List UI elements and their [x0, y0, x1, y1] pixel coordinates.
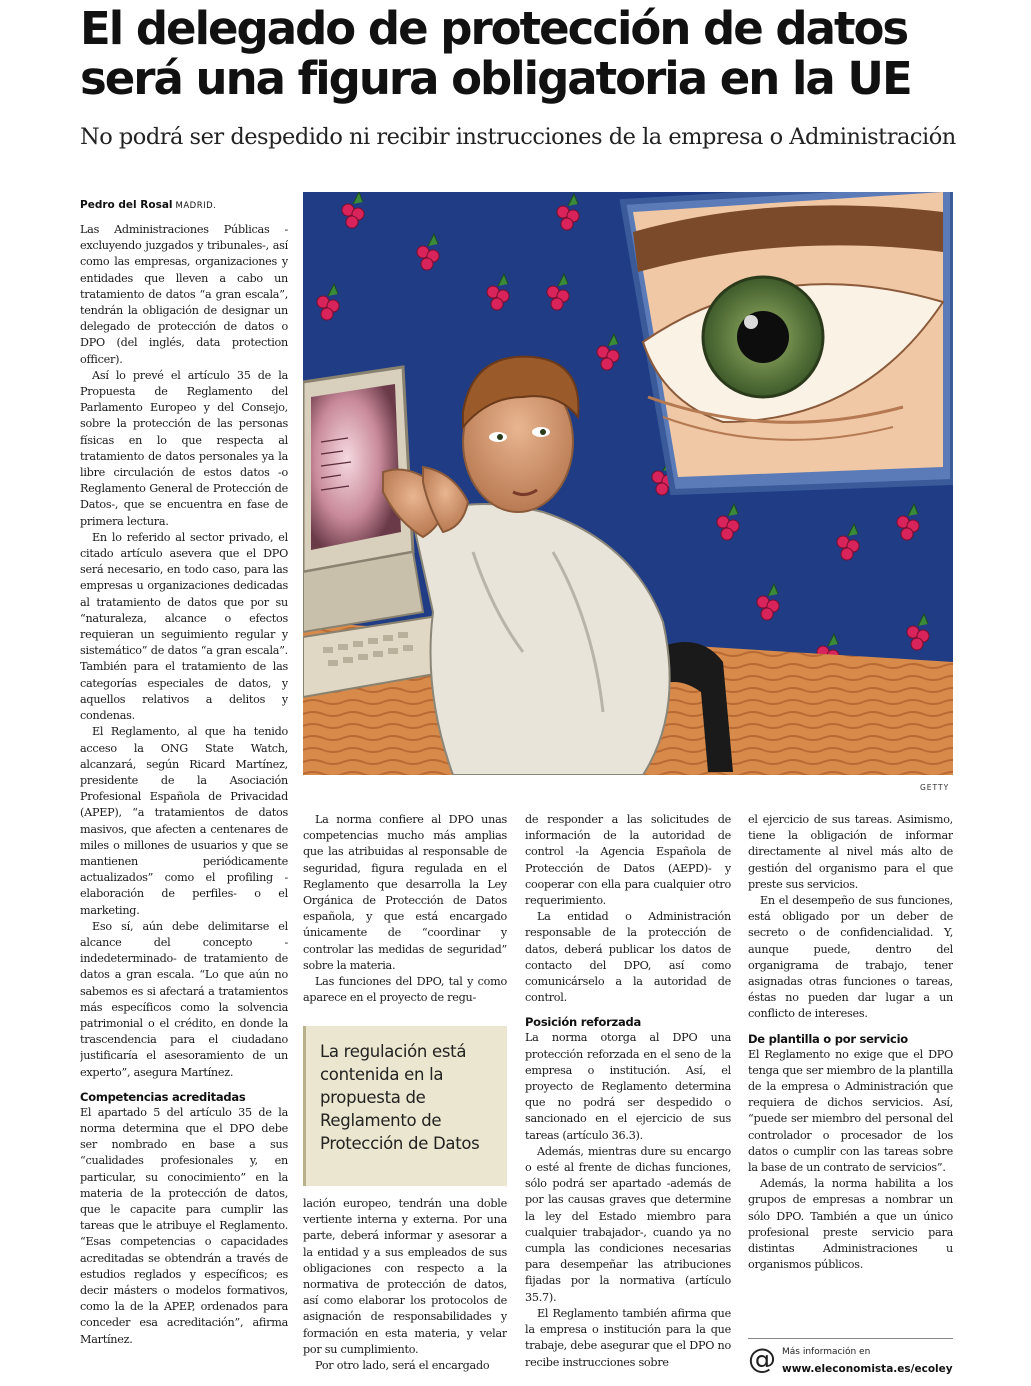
- paragraph: lación europeo, tendrán una doble vertiente interna y externa. Por una parte, deberá informar y asesorar a la entidad y a sus empleados de sus obligaciones con respecto a la normativa de protección de datos, así como elaborar los protocolos de asignación de responsabilidades y formación en esta materia, y velar por su cumplimiento.: [303, 1197, 507, 1356]
- byline-city: MADRID.: [175, 201, 217, 211]
- subtitle: No podrá ser despedido ni recibir instrucciones de la empresa o Administración: [80, 124, 956, 150]
- article-column-2-continued: [303, 1196, 507, 1382]
- paragraph: En el desempeño de sus funciones, está obligado por un deber de secreto o de confidencialidad. Y, aunque puede, dentro del organigrama de trabajo, tener asignadas otras funciones o tareas, éstas no pueden dar lugar a un conflicto de intereses.: [748, 894, 953, 1021]
- section-heading: De plantilla o por servicio: [748, 1031, 908, 1046]
- more-info-label: Más información en: [782, 1347, 871, 1357]
- paragraph: El Reglamento no exige que el DPO tenga que ser miembro de la plantilla de la empresa o Administración que requiera de dichos servicios. Así, “puede ser miembro del personal del controlador o procesador de los datos o cumplir con las tareas sobre la base de un contrato de servicios”.: [748, 1047, 953, 1175]
- more-info-box: [748, 1338, 953, 1385]
- paragraph: Las Administraciones Públicas -excluyendo juzgados y tribunales-, así como las empresas, organizaciones y entidades que lleven a cabo un tratamiento de datos “a gran escala”, tendrán la obligación de designar un delegado de protección de datos o DPO (del inglés, data protection officer).: [80, 223, 288, 366]
- paragraph: Así lo prevé el artículo 35 de la Propuesta de Reglamento del Parlamento Europeo y del Consejo, sobre la protección de las personas físicas en lo que respecta al tratamiento de datos personales ya la libre circulación de estos datos -o Reglamento General de Protección de Datos-, que se encuentra en fase de primera lectura.: [80, 368, 288, 528]
- article-column-3: [525, 812, 731, 1382]
- headline-line-1: El delegado de protección de datos: [80, 2, 908, 55]
- paragraph: Además, mientras dure su encargo o esté al frente de dichas funciones, sólo podrá ser apartado -además de por las causas graves que determine la ley del Estado miembro para cualquier trabajador-, cuando ya no cumpla las condiciones necesarias para desempeñar las atribuciones fijadas por la normativa (artículo 35.7).: [525, 1144, 731, 1304]
- article-column-2: [303, 812, 507, 1024]
- article-column-4: [748, 812, 953, 1328]
- article-column-1: [80, 222, 288, 1382]
- section-heading: Competencias acreditadas: [80, 1089, 246, 1104]
- headline: [80, 4, 980, 104]
- at-sign-icon: @: [748, 1342, 776, 1375]
- headline-line-2: será una figura obligatoria en la UE: [80, 52, 911, 105]
- paragraph: Eso sí, aún debe delimitarse el alcance del concepto -indedeterminado- de tratamiento de datos a gran escala. “Lo que aún no sabemos es si afectará a tratamientos más específicos como la solvencia patrimonial o el crédito, en donde la trascendencia para el ciudadano justificaría el asesoramiento de un experto”, asegura Martínez.: [80, 919, 288, 1079]
- paragraph: La entidad o Administración responsable de la protección de datos, deberá publicar los datos de contacto del DPO, así como comunicárselo a la autoridad de control.: [525, 910, 731, 1005]
- illustration-man-watched-by-eye: [303, 192, 953, 775]
- paragraph: de responder a las solicitudes de información de la autoridad de control -la Agencia Española de Protección de Datos (AEPD)- y cooperar con ella para cualquier otro requerimiento.: [525, 813, 731, 908]
- section-heading: Posición reforzada: [525, 1015, 641, 1030]
- photo-credit: GETTY: [920, 783, 950, 792]
- eye-window: [623, 192, 953, 492]
- more-info-link[interactable]: www.eleconomista.es/ecoley: [782, 1363, 953, 1375]
- paragraph: Además, la norma habilita a los grupos de empresas a nombrar un sólo DPO. También a que un único profesional preste servicio para distintas Administraciones u organismos públicos.: [748, 1177, 953, 1272]
- pull-quote: La regulación está contenida en la propuesta de Reglamento de Protección de Datos: [303, 1026, 507, 1186]
- byline: [80, 199, 216, 211]
- paragraph: En lo referido al sector privado, el citado artículo asevera que el DPO será necesario, en todo caso, para las empresas u organizaciones dedicadas al tratamiento de datos que por su “naturaleza, alcance o efectos requieran un seguimiento regular y sistemático” de datos “a gran escala”. También para el tratamiento de las categorías especiales de datos, y aquellos relativos a delitos y condenas.: [80, 530, 288, 723]
- byline-author: Pedro del Rosal: [80, 199, 173, 211]
- paragraph: El apartado 5 del artículo 35 de la norma determina que el DPO debe ser nombrado en base a sus “cualidades profesionales y, en particular, su conocimiento” en la materia de la protección de datos, que le capacite para cumplir las tareas que le atribuye el Reglamento. “Esas competencias o capacidades acreditadas se obtendrán a través de estudios reglados y específicos; es decir másters o modelos formativos, como la de la APEP, ordenados para conceder esa acreditación”, afirma Martínez.: [80, 1105, 288, 1346]
- paragraph: La norma otorga al DPO una protección reforzada en el seno de la empresa o institución. Así, el proyecto de Reglamento determina que no podrá ser despedido o sancionado en el ejercicio de sus tareas (artículo 36.3).: [525, 1031, 731, 1142]
- paragraph: El Reglamento también afirma que la empresa o institución para la que trabaje, debe asegurar que el DPO no recibe instrucciones sobre: [525, 1306, 731, 1369]
- paragraph: Las funciones del DPO, tal y como aparece en el proyecto de regu-: [303, 975, 507, 1005]
- paragraph: el ejercicio de sus tareas. Asimismo, tiene la obligación de informar directamente al nivel más alto de gestión del organismo para el que preste sus servicios.: [748, 813, 953, 891]
- article-illustration: [303, 192, 953, 775]
- paragraph: La norma confiere al DPO unas competencias mucho más amplias que las atribuidas al responsable de seguridad, figura regulada en el Reglamento que desarrolla la Ley Orgánica de Protección de Datos española, y que está encargado únicamente de “coordinar y controlar las medidas de seguridad” sobre la materia.: [303, 813, 507, 972]
- paragraph: El Reglamento, al que ha tenido acceso la ONG State Watch, alcanzará, según Ricard Martínez, presidente de la Asociación Profesional Española de Privacidad (APEP), “a tratamientos de datos masivos, que afecten a centenares de miles o millones de usuarios y que se mantienen periódicamente actualizados” como el profiling -elaboración de perfiles- o el marketing.: [80, 725, 288, 917]
- paragraph: Por otro lado, será el encargado: [315, 1359, 490, 1373]
